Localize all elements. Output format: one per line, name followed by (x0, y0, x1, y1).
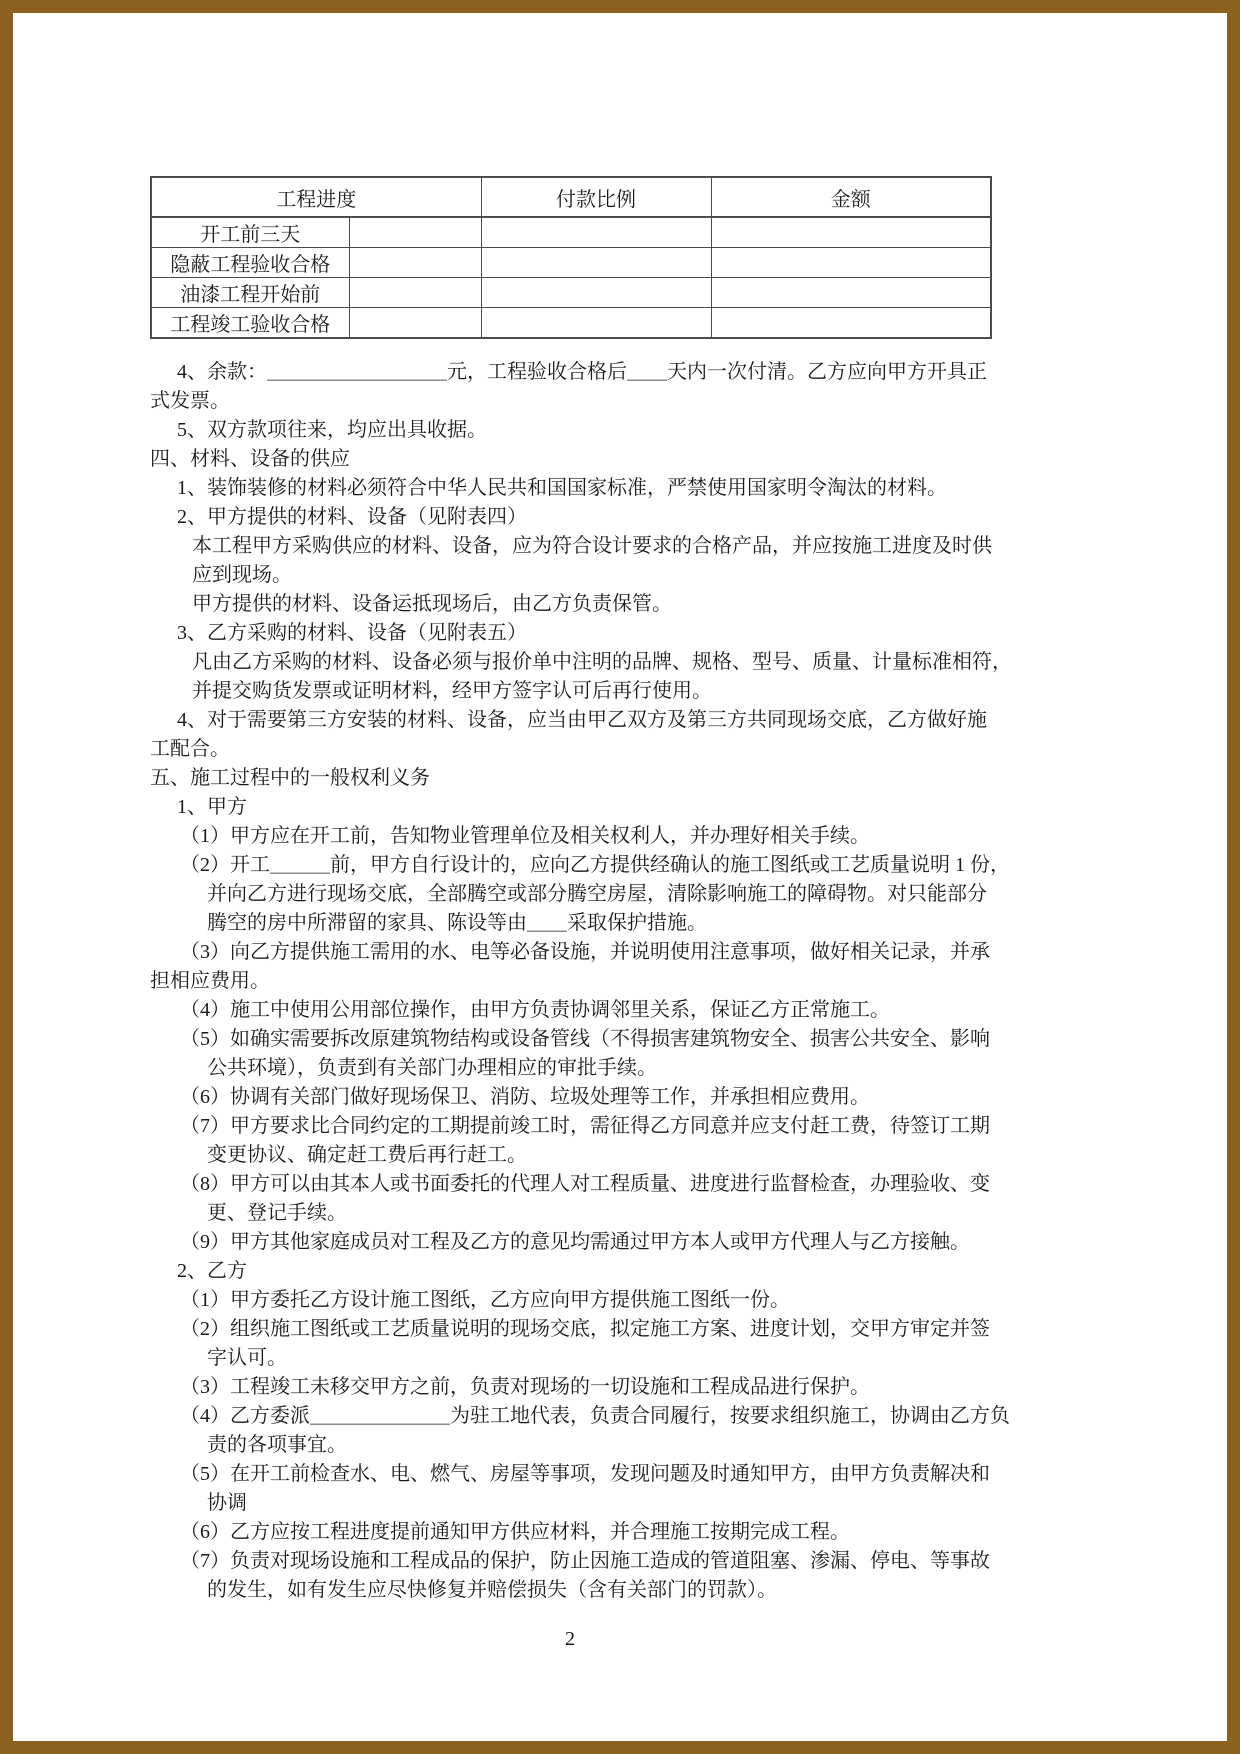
stage-label: 油漆工程开始前 (151, 278, 349, 308)
text-line: 字认可。 (207, 1347, 287, 1369)
ratio-cell[interactable] (481, 217, 711, 248)
text-line: 并向乙方进行现场交底，全部腾空或部分腾空房屋，清除影响施工的障碍物。对只能部分 (207, 883, 987, 905)
text-line: 公共环境），负责到有关部门办理相应的审批手续。 (207, 1057, 657, 1079)
amount-cell[interactable] (711, 248, 991, 278)
text-line: 腾空的房中所滞留的家具、陈设等由＿＿采取保护措施。 (207, 912, 707, 934)
amount-cell[interactable] (711, 278, 991, 308)
text-line: 四、材料、设备的供应 (150, 448, 350, 470)
text-line: （2）开工＿＿＿前，甲方自行设计的，应向乙方提供经确认的施工图纸或工艺质量说明 1 份， (180, 854, 1010, 876)
text-line: 3、乙方采购的材料、设备（见附表五） (177, 622, 527, 644)
table-row (151, 248, 991, 278)
col-header-amount: 金额 (711, 177, 991, 217)
text-line: 本工程甲方采购供应的材料、设备，应为符合设计要求的合格产品，并应按施工进度及时供 (192, 535, 992, 557)
table-header-row (151, 177, 991, 217)
text-line: （4）施工中使用公用部位操作，由甲方负责协调邻里关系，保证乙方正常施工。 (180, 999, 890, 1021)
text-line: （9）甲方其他家庭成员对工程及乙方的意见均需通过甲方本人或甲方代理人与乙方接触。 (180, 1231, 970, 1253)
stage-blank-cell[interactable] (349, 308, 481, 339)
text-line: （2）组织施工图纸或工艺质量说明的现场交底，拟定施工方案、进度计划，交甲方审定并签 (180, 1318, 990, 1340)
text-line: 2、乙方 (177, 1260, 247, 1282)
text-line: （1）甲方应在开工前，告知物业管理单位及相关权利人，并办理好相关手续。 (180, 825, 870, 847)
amount-cell[interactable] (711, 308, 991, 339)
text-line: 变更协议、确定赶工费后再行赶工。 (207, 1144, 527, 1166)
text-line: 5、双方款项往来，均应出具收据。 (177, 419, 487, 441)
table-row (151, 278, 991, 308)
text-line: （6）协调有关部门做好现场保卫、消防、垃圾处理等工作，并承担相应费用。 (180, 1086, 870, 1108)
text-line: 并提交购货发票或证明材料，经甲方签字认可后再行使用。 (192, 680, 712, 702)
text-line: 4、余款：＿＿＿＿＿＿＿＿＿元，工程验收合格后＿＿天内一次付清。乙方应向甲方开具正 (177, 361, 987, 383)
text-line: 4、对于需要第三方安装的材料、设备，应当由甲乙双方及第三方共同现场交底，乙方做好施 (177, 709, 987, 731)
table-body (151, 217, 991, 338)
stage-blank-cell[interactable] (349, 248, 481, 278)
col-header-payment-ratio: 付款比例 (481, 177, 711, 217)
amount-cell[interactable] (711, 217, 991, 248)
text-line: （6）乙方应按工程进度提前通知甲方供应材料，并合理施工按期完成工程。 (180, 1521, 850, 1543)
stage-label: 开工前三天 (151, 217, 349, 248)
text-line: 责的各项事宜。 (207, 1434, 347, 1456)
stage-blank-cell[interactable] (349, 217, 481, 248)
text-line: 1、装饰装修的材料必须符合中华人民共和国国家标准，严禁使用国家明令淘汰的材料。 (177, 477, 947, 499)
text-line: 工配合。 (150, 738, 230, 760)
stage-blank-cell[interactable] (349, 278, 481, 308)
text-line: （3）向乙方提供施工需用的水、电等必备设施，并说明使用注意事项，做好相关记录，并承 (180, 941, 990, 963)
col-header-progress: 工程进度 (151, 177, 481, 217)
text-line: 式发票。 (150, 390, 230, 412)
ratio-cell[interactable] (481, 308, 711, 339)
text-line: （3）工程竣工未移交甲方之前，负责对现场的一切设施和工程成品进行保护。 (180, 1376, 870, 1398)
text-line: （5）如确实需要拆改原建筑物结构或设备管线（不得损害建筑物安全、损害公共安全、影响 (180, 1028, 990, 1050)
ratio-cell[interactable] (481, 278, 711, 308)
text-line: 应到现场。 (192, 564, 292, 586)
text-line: （4）乙方委派＿＿＿＿＿＿＿为驻工地代表，负责合同履行，按要求组织施工，协调由乙方负 (180, 1405, 1010, 1427)
text-line: （7）负责对现场设施和工程成品的保护，防止因施工造成的管道阻塞、渗漏、停电、等事故 (180, 1550, 990, 1572)
text-line: 五、施工过程中的一般权利义务 (150, 767, 430, 789)
payment-schedule-table (150, 176, 992, 339)
text-line: （8）甲方可以由其本人或书面委托的代理人对工程质量、进度进行监督检查，办理验收、变 (180, 1173, 990, 1195)
page-number: 2 (565, 1628, 575, 1650)
text-line: （5）在开工前检查水、电、燃气、房屋等事项，发现问题及时通知甲方，由甲方负责解决和 (180, 1463, 990, 1485)
text-line: 协调 (207, 1492, 247, 1514)
text-line: （1）甲方委托乙方设计施工图纸，乙方应向甲方提供施工图纸一份。 (180, 1289, 790, 1311)
text-line: 1、甲方 (177, 796, 247, 818)
text-line: （7）甲方要求比合同约定的工期提前竣工时，需征得乙方同意并应支付赶工费，待签订工期 (180, 1115, 990, 1137)
stage-label: 隐蔽工程验收合格 (151, 248, 349, 278)
text-line: 甲方提供的材料、设备运抵现场后，由乙方负责保管。 (192, 593, 672, 615)
text-line: 担相应费用。 (150, 970, 270, 992)
document-lines (150, 358, 1070, 1605)
ratio-cell[interactable] (481, 248, 711, 278)
text-line: 更、登记手续。 (207, 1202, 347, 1224)
text-line: 凡由乙方采购的材料、设备必须与报价单中注明的品牌、规格、型号、质量、计量标准相符， (192, 651, 1012, 673)
table-row (151, 217, 991, 248)
text-line: 2、甲方提供的材料、设备（见附表四） (177, 506, 527, 528)
text-line: 的发生，如有发生应尽快修复并赔偿损失（含有关部门的罚款）。 (207, 1579, 777, 1601)
stage-label: 工程竣工验收合格 (151, 308, 349, 339)
table-row (151, 308, 991, 339)
